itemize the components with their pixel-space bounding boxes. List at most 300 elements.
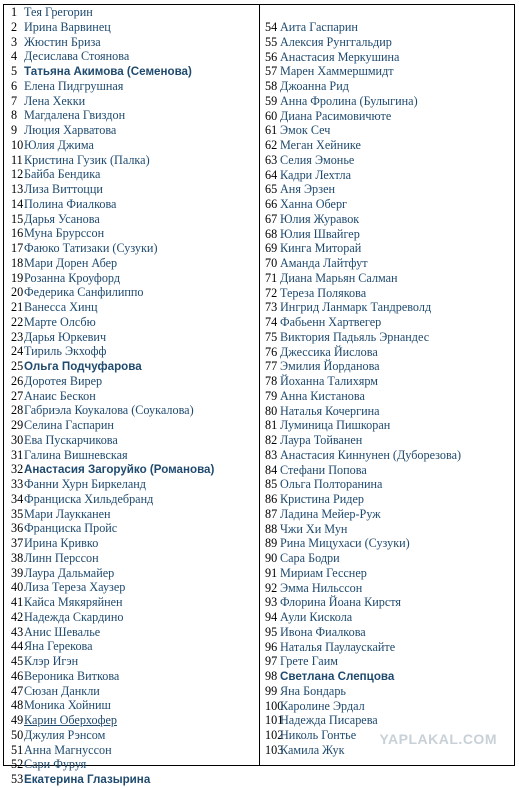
rank-number: 76 [265, 344, 278, 359]
list-item [260, 433, 514, 448]
athlete-name: Ольга Полторанина [280, 477, 383, 492]
athlete-name: Меган Хейнике [280, 138, 361, 152]
rank-number: 92 [265, 580, 278, 595]
rank-number: 29 [11, 418, 24, 432]
rank-number: 37 [11, 536, 24, 550]
list-item [4, 551, 259, 566]
athlete-name: Юлия Швайгер [280, 226, 360, 241]
rank-number: 103 [265, 742, 284, 757]
athlete-name: Светлана Слепцова [280, 670, 395, 683]
right-column [260, 5, 514, 765]
rank-number: 31 [11, 447, 24, 462]
rank-number: 1 [11, 5, 18, 19]
athlete-name: Виктория Падьяль Эрнандес [280, 329, 430, 344]
list-item [4, 5, 259, 20]
list-item [4, 226, 259, 241]
list-item [4, 566, 259, 581]
rank-number: 43 [11, 624, 24, 639]
list-item [4, 300, 259, 315]
list-item [260, 640, 514, 655]
rank-number: 70 [265, 256, 278, 270]
athlete-name: Магдалена Гвиздон [24, 108, 126, 123]
list-item [260, 330, 514, 345]
athlete-name: Надежда Писарева [280, 713, 378, 728]
rank-number: 67 [265, 211, 278, 226]
list-item [260, 212, 514, 227]
athlete-name: Ева Пускарчикова [24, 432, 118, 447]
list-item [260, 610, 514, 625]
rank-number: 7 [11, 93, 18, 108]
athlete-name: Елена Пидгрушная [24, 78, 124, 93]
rank-number: 90 [265, 551, 278, 565]
list-item [4, 79, 259, 94]
athlete-name: Сари Фуруя [24, 757, 87, 772]
rank-number: 58 [265, 79, 278, 93]
list-item [260, 595, 514, 610]
rank-number: 72 [265, 285, 278, 300]
list-item [260, 256, 514, 271]
rank-number: 95 [265, 624, 278, 639]
rank-number: 41 [11, 595, 24, 609]
list-item [4, 713, 259, 728]
rank-number: 63 [265, 152, 278, 167]
list-item [260, 699, 514, 714]
list-item [4, 212, 259, 227]
rank-number: 26 [11, 373, 24, 388]
athlete-name: Галина Вишневская [24, 447, 128, 462]
list-item [260, 581, 514, 596]
list-item [260, 64, 514, 79]
list-item [260, 271, 514, 286]
athlete-name: Юлия Журавок [280, 211, 360, 226]
rank-number: 77 [265, 359, 278, 374]
list-item [4, 698, 259, 713]
rank-number: 38 [11, 550, 24, 565]
list-item [260, 551, 514, 566]
athlete-name: Лаура Дальмайер [24, 565, 115, 580]
rank-number: 35 [11, 506, 24, 521]
athlete-name: Флорина Йоана Кирстя [280, 595, 401, 610]
athlete-name: Луминица Пишкоран [280, 418, 391, 433]
athlete-name: Ивона Фиалкова [280, 624, 366, 639]
athlete-name: Мари Лаукканен [24, 506, 111, 521]
athlete-name: Анастасия Загоруйко (Романова) [24, 463, 215, 477]
left-column [4, 5, 260, 786]
rank-number: 12 [11, 167, 24, 182]
rank-number: 18 [11, 255, 24, 270]
list-item [260, 50, 514, 65]
list-item [4, 182, 259, 197]
athlete-name: Лиза Тереза Хаузер [24, 580, 126, 595]
rank-number: 59 [265, 93, 278, 108]
list-item [260, 315, 514, 330]
list-item [260, 374, 514, 389]
rank-number: 100 [265, 698, 284, 713]
list-item [260, 109, 514, 124]
rank-number: 23 [11, 329, 24, 344]
list-item [260, 153, 514, 168]
rank-number: 99 [265, 683, 278, 698]
list-item [4, 639, 259, 654]
athlete-name: Франциска Пройс [24, 521, 118, 536]
rank-number: 45 [11, 654, 24, 668]
list-item [4, 94, 259, 109]
list-item [4, 507, 259, 522]
list-item [260, 20, 514, 35]
list-item [260, 507, 514, 522]
athlete-name: Селия Эмонье [280, 152, 355, 167]
rank-number: 16 [11, 226, 24, 241]
rank-number: 36 [11, 521, 24, 536]
list-item [260, 300, 514, 315]
rank-number: 78 [265, 374, 278, 388]
athlete-name: Клэр Игэн [24, 654, 79, 668]
list-item [4, 610, 259, 625]
athlete-name: Анна Кистанова [280, 388, 365, 403]
list-item [260, 227, 514, 242]
athlete-name: Моника Хойниш [24, 698, 111, 713]
rank-number: 14 [11, 196, 24, 211]
list-item [4, 271, 259, 286]
rank-number: 86 [265, 492, 278, 506]
rank-number: 68 [265, 226, 278, 241]
rank-number: 66 [265, 197, 278, 211]
rank-number: 34 [11, 491, 24, 506]
rank-number: 20 [11, 285, 24, 300]
list-item [260, 566, 514, 581]
list-item [4, 477, 259, 492]
rank-number: 11 [11, 152, 23, 167]
athlete-name: Федерика Санфилиппо [24, 285, 144, 300]
athlete-name: Десислава Стоянова [24, 49, 130, 64]
rank-number: 93 [265, 595, 278, 610]
list-item [260, 389, 514, 404]
list-item [260, 359, 514, 374]
athlete-name: Фаюко Татизаки (Сузуки) [24, 241, 158, 255]
rank-number: 102 [265, 728, 284, 742]
athlete-name: Джессика Йислова [280, 344, 378, 359]
rank-number: 27 [11, 388, 24, 403]
list-item [260, 669, 514, 684]
athlete-name: Мари Дорен Абер [24, 255, 118, 270]
athlete-name: Кристина Гузик (Палка) [24, 152, 150, 167]
athlete-name: Селина Гаспарин [24, 418, 114, 432]
rank-number: 21 [11, 300, 24, 314]
athlete-name: Татьяна Акимова (Семенова) [24, 65, 192, 78]
list-item [260, 477, 514, 492]
rank-number: 2 [11, 19, 18, 34]
athlete-name: Юлия Джима [24, 137, 94, 152]
rank-number: 56 [265, 49, 278, 64]
athlete-name: Анаис Бескон [24, 388, 96, 403]
rank-number: 88 [265, 521, 278, 536]
athlete-name: Анастасия Меркушина [280, 49, 400, 64]
list-item [4, 625, 259, 640]
athlete-name: Рина Мицухаси (Сузуки) [280, 536, 410, 551]
rank-number: 6 [11, 78, 18, 93]
rank-number: 55 [265, 34, 278, 49]
rank-number: 30 [11, 432, 24, 447]
athlete-name: Ванесса Хинц [24, 300, 98, 314]
list-item [4, 123, 259, 138]
rank-number: 32 [11, 462, 24, 477]
rank-number: 49 [11, 713, 24, 727]
list-item [4, 418, 259, 433]
rank-number: 3 [11, 34, 18, 49]
athlete-name: Наталья Паулаускайте [280, 639, 396, 654]
athlete-name: Джоанна Рид [280, 79, 349, 93]
athlete-name: Марте Олсбю [24, 314, 96, 329]
athlete-name: Яна Герекова [24, 639, 93, 654]
athlete-name: Эмма Нильссон [280, 580, 363, 595]
athlete-name: Диана Марьян Салман [280, 270, 398, 285]
list-item [4, 330, 259, 345]
athlete-name: Эмок Сеч [280, 123, 331, 138]
rank-number: 5 [11, 64, 18, 78]
rank-number: 75 [265, 329, 278, 344]
rank-number: 33 [11, 477, 24, 491]
athlete-name: Ингрид Ланмарк Тандреволд [280, 300, 432, 315]
list-item [4, 153, 259, 168]
athlete-name: Аули Кискола [280, 610, 353, 624]
athlete-name: Стефани Попова [280, 462, 367, 477]
athlete-name: Тереза Полякова [280, 285, 367, 300]
rank-number: 89 [265, 536, 278, 551]
athlete-name: Ирина Кривко [24, 536, 99, 550]
list-item [4, 241, 259, 256]
rank-number: 8 [11, 108, 18, 123]
rank-number: 87 [265, 506, 278, 521]
rank-number: 84 [265, 462, 278, 477]
list-item [4, 772, 259, 787]
list-item [4, 49, 259, 64]
rank-number: 19 [11, 270, 24, 285]
athlete-name: Жюстин Бриза [24, 34, 101, 49]
rank-number: 15 [11, 211, 24, 226]
athlete-name: Байба Бендика [24, 167, 101, 182]
rank-number: 50 [11, 727, 24, 742]
athlete-name: Аита Гаспарин [280, 20, 358, 34]
list-item [260, 404, 514, 419]
athlete-name: Анастасия Киннунен (Дуборезова) [280, 447, 462, 462]
athlete-name: Ладина Мейер-Руж [280, 506, 381, 521]
rank-number: 22 [11, 314, 24, 329]
list-item [4, 654, 259, 669]
list-item [260, 35, 514, 50]
athlete-name: Кадри Лехтла [280, 167, 351, 182]
athlete-name: Анис Шевалье [24, 624, 101, 639]
list-item [4, 315, 259, 330]
list-item [4, 167, 259, 182]
rank-number: 82 [265, 433, 278, 447]
rank-number: 44 [11, 639, 24, 654]
rank-number: 4 [11, 49, 18, 64]
list-item [4, 403, 259, 418]
list-item [260, 625, 514, 640]
athlete-name: Фанни Хурн Биркеланд [24, 477, 146, 491]
list-item [4, 285, 259, 300]
rank-number: 28 [11, 403, 24, 418]
list-item [4, 374, 259, 389]
rank-number: 51 [11, 742, 24, 757]
list-item [260, 94, 514, 109]
list-item [260, 79, 514, 94]
rank-number: 61 [265, 123, 278, 138]
athlete-name: Тея Грегорин [24, 5, 93, 19]
athlete-name: Ирина Варвинец [24, 19, 111, 34]
list-item [4, 20, 259, 35]
athlete-name: Доротея Вирер [24, 373, 103, 388]
rank-number: 54 [265, 20, 278, 34]
ranked-names-table [3, 4, 515, 786]
list-item [260, 684, 514, 699]
rank-number: 47 [11, 683, 24, 698]
rank-number: 91 [265, 565, 278, 580]
list-item [4, 108, 259, 123]
list-item [260, 418, 514, 433]
rank-number: 53 [11, 772, 24, 786]
list-item [4, 580, 259, 595]
rank-number: 73 [265, 300, 278, 315]
athlete-name: Яна Бондарь [280, 683, 346, 698]
rank-number: 71 [265, 270, 278, 285]
list-item [4, 684, 259, 699]
athlete-name: Джулия Рэнсом [24, 727, 106, 742]
list-item [4, 433, 259, 448]
list-item [4, 256, 259, 271]
athlete-name: Муна Брурссон [24, 226, 105, 241]
rank-number: 40 [11, 580, 24, 595]
rank-number: 9 [11, 123, 18, 137]
rank-number: 83 [265, 447, 278, 462]
list-item [4, 728, 259, 743]
rank-number: 46 [11, 668, 24, 683]
list-item [4, 197, 259, 212]
athlete-name: Франциска Хильдебранд [24, 491, 154, 506]
rank-number: 62 [265, 138, 278, 152]
list-item [4, 521, 259, 536]
athlete-name: Аманда Лайтфут [280, 256, 368, 270]
rank-number: 81 [265, 418, 278, 433]
athlete-name: Полина Фиалкова [24, 196, 117, 211]
athlete-name: Аня Эрзен [280, 182, 336, 197]
rank-number: 57 [265, 64, 278, 79]
watermark: YAPLAKAL.COM [379, 731, 497, 747]
athlete-name: Ольга Подчуфарова [24, 360, 142, 373]
athlete-name: Мириам Гесснер [280, 565, 367, 580]
list-item [260, 713, 514, 728]
rank-number: 60 [265, 108, 278, 123]
athlete-name: Кинга Миторай [280, 241, 362, 256]
athlete-name: Анна Магнуссон [24, 742, 112, 757]
athlete-name: Карин Оберхофер [24, 713, 118, 727]
athlete-name: Розанна Кроуфорд [24, 270, 121, 285]
rank-number: 10 [11, 137, 24, 152]
athlete-name: Ханна Оберг [280, 197, 348, 211]
rank-number: 98 [265, 669, 278, 683]
rank-number: 13 [11, 182, 24, 196]
list-item [260, 197, 514, 212]
athlete-name: Диана Расимовичюте [280, 108, 392, 123]
list-item [260, 522, 514, 537]
list-item [260, 536, 514, 551]
athlete-name: Марен Хаммершмидт [280, 64, 394, 79]
athlete-name: Каролине Эрдал [280, 698, 365, 713]
list-item [4, 448, 259, 463]
list-item [4, 344, 259, 359]
list-item [4, 462, 259, 477]
list-item [260, 138, 514, 153]
list-item [4, 359, 259, 374]
rank-number: 25 [11, 359, 24, 373]
athlete-name: Кайса Мякяряйнен [24, 595, 123, 609]
list-item [260, 286, 514, 301]
list-item [4, 35, 259, 50]
athlete-name: Фабьенн Хартвегер [280, 315, 382, 329]
list-item [260, 123, 514, 138]
rank-number: 39 [11, 565, 24, 580]
rank-number: 17 [11, 241, 24, 255]
list-item [4, 536, 259, 551]
athlete-name: Линн Перссон [24, 550, 99, 565]
list-item [260, 241, 514, 256]
list-item [4, 743, 259, 758]
list-item [4, 757, 259, 772]
athlete-name: Алексия Рунггальдир [280, 34, 392, 49]
list-item [260, 448, 514, 463]
rank-number: 80 [265, 403, 278, 418]
athlete-name: Кристина Ридер [280, 492, 364, 506]
list-item [260, 168, 514, 183]
list-item [4, 138, 259, 153]
rank-number: 79 [265, 388, 278, 403]
athlete-name: Екатерина Глазырина [24, 773, 151, 786]
rank-number: 69 [265, 241, 278, 256]
athlete-name: Дарья Юркевич [24, 329, 107, 344]
list-item [4, 669, 259, 684]
athlete-name: Сюзан Данкли [24, 683, 100, 698]
rank-number: 94 [265, 610, 278, 624]
list-item [4, 389, 259, 404]
list-item [260, 463, 514, 478]
athlete-name: Лиза Виттоцци [24, 182, 103, 196]
athlete-name: Сара Бодри [280, 551, 340, 565]
rank-number: 85 [265, 477, 278, 492]
athlete-name: Тириль Экхофф [24, 344, 107, 359]
athlete-name: Лена Хекки [24, 93, 86, 108]
athlete-name: Грете Гаим [280, 654, 338, 669]
rank-number: 48 [11, 698, 24, 713]
athlete-name: Николь Гонтье [280, 728, 357, 742]
rank-number: 24 [11, 344, 24, 359]
athlete-name: Габриэла Коукалова (Соукалова) [24, 403, 194, 418]
athlete-name: Йоханна Талихярм [280, 374, 379, 388]
rank-number: 52 [11, 757, 24, 772]
athlete-name: Дарья Усанова [24, 211, 100, 226]
athlete-name: Камила Жук [280, 742, 345, 757]
athlete-name: Наталья Кочергина [280, 403, 380, 418]
list-item [260, 492, 514, 507]
rank-number: 101 [265, 713, 284, 728]
rank-number: 64 [265, 167, 278, 182]
athlete-name: Надежда Скардино [24, 609, 124, 624]
list-item [4, 492, 259, 507]
rank-number: 96 [265, 639, 278, 654]
rank-number: 65 [265, 182, 278, 197]
rank-number: 97 [265, 654, 278, 669]
athlete-name: Эмилия Йорданова [280, 359, 380, 374]
athlete-name: Вероника Виткова [24, 668, 120, 683]
